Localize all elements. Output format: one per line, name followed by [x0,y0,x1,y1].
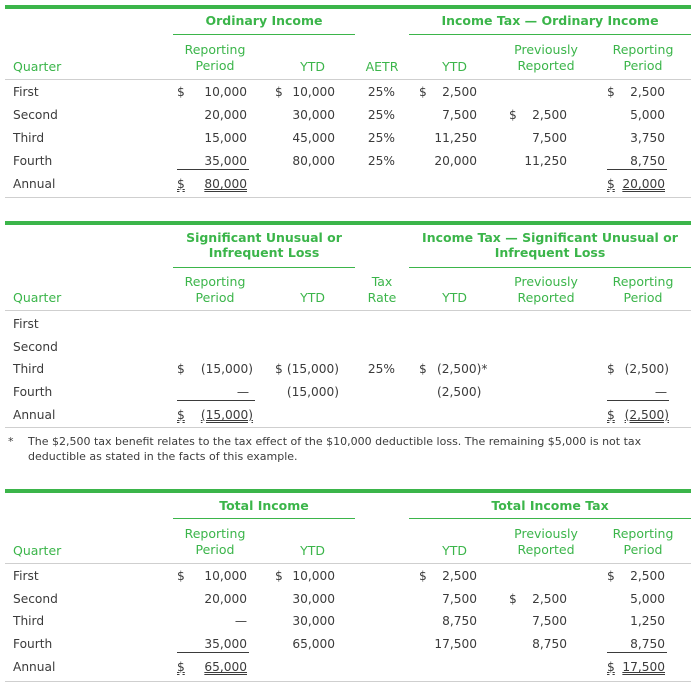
previously-reported-value: 2,500 [532,592,567,606]
col-header-previously-reported: Previously Reported [514,526,578,557]
col-header-ytd: YTD [300,543,325,558]
col-header-rate: Tax Rate [367,274,397,305]
tax-ytd-value: 8,750 [442,614,477,628]
ytd-value: 65,000 [292,637,335,651]
col-header-tax-reporting-period: Reporting Period [612,42,674,73]
tax-ytd-value: 7,500 [442,592,477,606]
table-row [5,358,691,380]
table-row [5,633,691,655]
rate-value: 25% [367,85,395,99]
table-row [5,336,691,358]
tax-reporting-period-value: 5,000 [630,108,665,122]
quarter-label: Annual [13,660,56,674]
table-row [5,81,691,103]
group-header-left: Significant Unusual or Infrequent Loss [186,230,342,260]
quarter-label: Annual [13,177,56,191]
reporting-period-total: 80,000 [204,177,247,191]
col-header-previously-reported: Previously Reported [514,42,578,73]
quarter-label: Third [13,131,45,145]
tax-reporting-period-value: — [654,385,667,399]
currency-symbol: $ [509,108,517,122]
ytd-value: 30,000 [292,614,335,628]
tax-reporting-period-value: (2,500) [624,362,669,376]
reporting-period-value: — [234,614,247,628]
col-header-tax-reporting-period: Reporting Period [612,526,674,557]
currency-symbol: $ [419,569,427,583]
table-row-annual [5,173,691,195]
tax-reporting-period-value: 3,750 [630,131,665,145]
subtotal-underline [607,652,667,653]
currency-symbol: $ [275,362,283,376]
currency-symbol: $ [607,408,615,422]
reporting-period-value: 10,000 [204,85,247,99]
group-header-right: Total Income Tax [491,498,609,513]
quarter-label: Second [13,340,58,354]
tax-ytd-value: 11,250 [434,131,477,145]
col-header-tax-ytd: YTD [442,59,467,74]
currency-symbol: $ [509,592,517,606]
reporting-period-value: (15,000) [200,362,253,376]
quarter-label: Third [13,362,45,376]
previously-reported-value: 8,750 [532,637,567,651]
currency-symbol: $ [275,85,283,99]
table-row [5,150,691,172]
col-header-reporting-period: Reporting Period [184,42,246,73]
tax-reporting-period-value: 5,000 [630,592,665,606]
footnote-marker: * [8,435,14,448]
col-header-tax-reporting-period: Reporting Period [612,274,674,305]
col-header-reporting-period: Reporting Period [184,274,246,305]
currency-symbol: $ [607,177,615,191]
tax-ytd-value: 20,000 [434,154,477,168]
previously-reported-value: 7,500 [532,614,567,628]
footnote-text: The $2,500 tax benefit relates to the tax effect of the $10,000 deductible loss. The remaining $5,000 is not tax deductible as stated in the facts of this example. [28,435,642,463]
col-header-quarter: Quarter [13,290,62,305]
table-ordinary-income [5,5,691,195]
currency-symbol: $ [177,85,185,99]
quarter-label: First [13,569,39,583]
currency-symbol: $ [607,85,615,99]
table-row [5,588,691,610]
previously-reported-value: 11,250 [524,154,567,168]
tax-reporting-period-value: 2,500 [630,569,665,583]
subtotal-underline [607,169,667,170]
col-header-ytd: YTD [300,290,325,305]
table-row [5,127,691,149]
col-header-tax-ytd: YTD [442,543,467,558]
currency-symbol: $ [177,660,185,674]
tax-ytd-value: 2,500 [442,569,477,583]
quarter-label: First [13,85,39,99]
reporting-period-total: (15,000) [200,408,253,422]
tax-ytd-value: 2,500 [442,85,477,99]
reporting-period-value: 10,000 [204,569,247,583]
currency-symbol: $ [177,177,185,191]
rate-value: 25% [367,131,395,145]
tax-reporting-period-value: 8,750 [630,154,665,168]
reporting-period-value: 15,000 [204,131,247,145]
tax-reporting-period-value: 2,500 [630,85,665,99]
ytd-value: 30,000 [292,592,335,606]
tax-reporting-period-total: 20,000 [622,177,665,191]
tax-reporting-period-value: 1,250 [630,614,665,628]
group-header-right: Income Tax — Significant Unusual or Infrequent Loss [422,230,678,260]
table-row-annual [5,404,691,426]
previously-reported-value: 2,500 [532,108,567,122]
rate-value: 25% [367,154,395,168]
subtotal-underline [177,652,249,653]
ytd-value: 45,000 [292,131,335,145]
quarter-label: Fourth [13,637,53,651]
table-row [5,565,691,587]
col-header-ytd: YTD [300,59,325,74]
group-header-right: Income Tax — Ordinary Income [441,13,659,28]
reporting-period-value: 20,000 [204,108,247,122]
table-row [5,313,691,335]
reporting-period-value: — [236,385,249,399]
col-header-rate: AETR [365,59,399,74]
tax-reporting-period-total: (2,500) [624,408,669,422]
currency-symbol: $ [177,362,185,376]
table-top-bar [5,489,691,493]
tax-reporting-period-value: 8,750 [630,637,665,651]
rate-value: 25% [367,362,395,376]
reporting-period-value: 35,000 [204,637,247,651]
reporting-period-value: 20,000 [204,592,247,606]
ytd-value: 10,000 [292,85,335,99]
reporting-period-value: 35,000 [204,154,247,168]
table-row [5,381,691,403]
currency-symbol: $ [419,362,427,376]
currency-symbol: $ [275,569,283,583]
col-header-quarter: Quarter [13,59,62,74]
currency-symbol: $ [607,660,615,674]
subtotal-underline [607,400,669,401]
quarter-label: Third [13,614,45,628]
table-top-bar [5,221,691,225]
table-top-bar [5,5,691,9]
ytd-value: 30,000 [292,108,335,122]
table-row [5,610,691,632]
currency-symbol: $ [607,362,615,376]
previously-reported-value [505,81,567,103]
rate-value: 25% [367,108,395,122]
ytd-value: (15,000) [286,385,339,399]
col-header-tax-ytd: YTD [442,290,467,305]
ytd-value: 10,000 [292,569,335,583]
quarter-label: Second [13,108,58,122]
currency-symbol: $ [177,569,185,583]
previously-reported-value: 7,500 [532,131,567,145]
group-header-left: Total Income [219,498,309,513]
tax-ytd-value: 17,500 [434,637,477,651]
currency-symbol: $ [607,569,615,583]
tax-ytd-value: 7,500 [442,108,477,122]
currency-symbol: $ [419,85,427,99]
table-unusual-loss [5,221,691,436]
subtotal-underline [177,169,249,170]
col-header-reporting-period: Reporting Period [184,526,246,557]
reporting-period-total: 65,000 [204,660,247,674]
quarter-label: Second [13,592,58,606]
ytd-value: (15,000) [286,362,339,376]
tax-reporting-period-total: 17,500 [622,660,665,674]
quarter-label: Annual [13,408,56,422]
ytd-value: 80,000 [292,154,335,168]
table-total-income [5,489,691,687]
currency-symbol: $ [177,408,185,422]
tax-ytd-value: (2,500) [437,385,482,399]
table-row [5,104,691,126]
quarter-label: Fourth [13,154,53,168]
table-row-annual [5,656,691,678]
group-header-left: Ordinary Income [205,13,323,28]
col-header-quarter: Quarter [13,543,62,558]
tax-ytd-value: (2,500)* [437,362,488,376]
col-header-previously-reported: Previously Reported [514,274,578,305]
subtotal-underline [177,400,255,401]
quarter-label: First [13,317,39,331]
quarter-label: Fourth [13,385,53,399]
